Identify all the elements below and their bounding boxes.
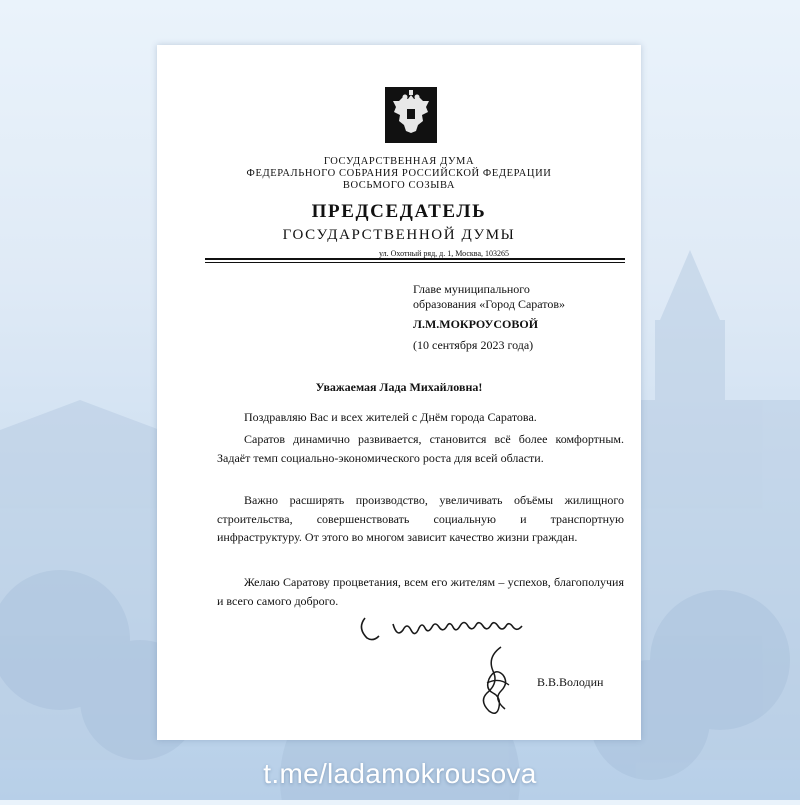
addressee-line-2: образования «Город Саратов» xyxy=(413,297,566,311)
header-rule-thick xyxy=(205,258,625,260)
telegram-channel-watermark: t.me/ladamokrousova xyxy=(263,758,537,789)
header-line-1: ГОСУДАРСТВЕННАЯ ДУМА xyxy=(323,156,475,167)
header-subtitle: ГОСУДАРСТВЕННОЙ ДУМЫ xyxy=(282,227,516,243)
addressee-name: Л.М.МОКРОУСОВОЙ xyxy=(413,317,539,331)
letter-paragraph-3: Важно расширять производство, увеличивать объёмы жилищного строительства, совершенствовать социальную и транспортную инфраструктуру. От этого во многом зависит качество жизни граждан. xyxy=(217,493,624,544)
letter-paragraph-1: Поздравляю Вас и всех жителей с Днём города Саратова. xyxy=(244,410,537,424)
header-address: ул. Охотный ряд, д. 1, Москва, 103265 xyxy=(378,249,509,258)
header-rule-thin xyxy=(205,262,625,263)
addressee-date: (10 сентября 2023 года) xyxy=(413,338,534,352)
letter-paragraph-2: Саратов динамично развивается, становится всё более комфортным. Задаёт темп социально-экономического роста для всей области. xyxy=(217,432,624,465)
header-title: ПРЕДСЕДАТЕЛЬ xyxy=(311,201,487,222)
header-line-2: ФЕДЕРАЛЬНОГО СОБРАНИЯ РОССИЙСКОЙ ФЕДЕРАЦИИ xyxy=(246,168,552,179)
official-letter xyxy=(157,45,641,740)
letter-paragraph-4: Желаю Саратову процветания, всем его жителям – успехов, благополучия и всего самого доброго. xyxy=(217,575,624,608)
signatory-name: В.В.Володин xyxy=(537,675,604,689)
handwritten-closing xyxy=(357,600,567,650)
handwritten-signature-icon xyxy=(477,643,517,723)
header-line-3: ВОСЬМОГО СОЗЫВА xyxy=(342,180,456,191)
addressee-line-1: Главе муниципального xyxy=(413,282,530,296)
russian-coat-of-arms-icon xyxy=(385,87,437,143)
letter-greeting: Уважаемая Лада Михайловна! xyxy=(315,380,483,394)
